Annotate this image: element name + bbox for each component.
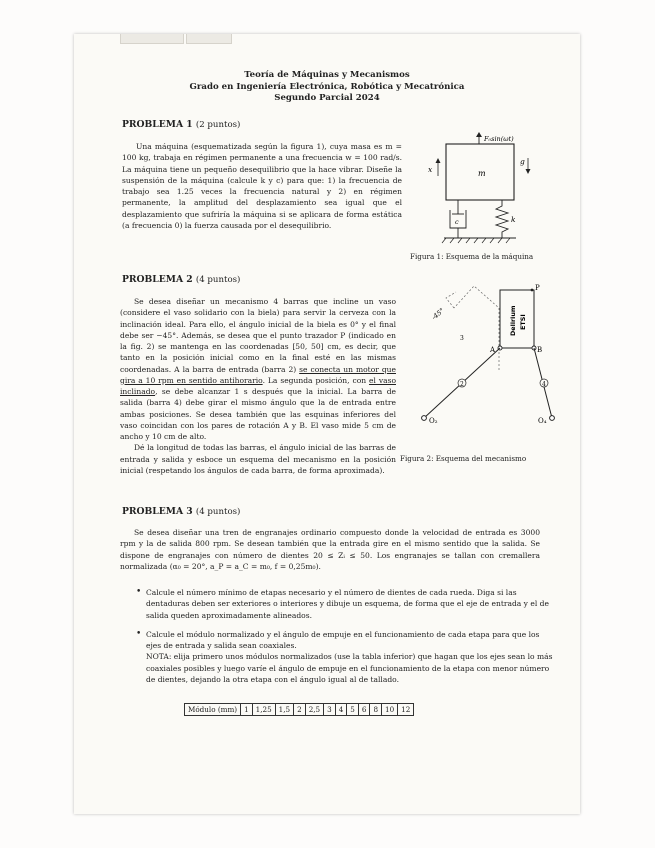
glass-brand-line1: Delirium [509, 305, 517, 336]
problem3-note: NOTA: elija primero unos módulos normalizados (use la tabla inferior) que hagan que los ejes sean lo más coaxiales posibles y luego varíe el ángulo de empuje en el funcionamiento de la etapa con menor número de dientes, dejando la otra etapa con el ángulo igual al de tallado. [146, 652, 553, 684]
x-label: x [428, 165, 433, 174]
course-title: Teoría de Máquinas y Mecanismos [244, 70, 410, 80]
problem2-paragraph2: Dé la longitud de todas las barras, el ángulo inicial de las barras de entrada y salida y esboce un esquema del mecanismo en la posición inicial (respetando los ángulos de cada barra, de forma aproximada). [120, 443, 396, 475]
module-cell: 1 [241, 704, 253, 716]
x-arrowhead [436, 158, 441, 163]
pivot-O2 [422, 416, 427, 421]
g-arrowhead [526, 169, 531, 174]
exam-page [74, 34, 580, 814]
problem3-heading [122, 506, 240, 517]
problem3-bullets [134, 587, 556, 693]
problem1-points: (2 puntos) [195, 120, 241, 130]
figure1-caption: Figura 1: Esquema de la máquina [410, 252, 534, 261]
problem2-title: PROBLEMA 2 [122, 274, 193, 285]
problem2-text-part-c: , se debe alcanzar 1 s después que la inicial. La barra de salida (barra 4) debe girar el mismo ángulo que la de entrada entre ambas posiciones. Se desea también que las esquinas inferiores del vaso coincidan con los pares de rotación A y B. El vaso mide 5 cm de ancho y 10 cm de alto. [120, 387, 396, 441]
spring [496, 200, 508, 238]
figure2-caption: Figura 2: Esquema del mecanismo [400, 454, 527, 463]
module-table-header: Módulo (mm) [185, 704, 241, 716]
problem2-heading [122, 274, 240, 285]
problem3-text [120, 527, 540, 572]
figure1-machine-diagram [410, 132, 570, 256]
point-P [531, 289, 534, 292]
bar-2-label: 2 [460, 381, 464, 388]
glass-brand-line2: ETSI [519, 314, 527, 330]
glass-link3 [500, 290, 534, 348]
problem3-bullet2-text: Calcule el módulo normalizado y el ángulo de empuje en el funcionamiento de cada etapa para que los ejes de entrada y salida sean coaxiales. [146, 629, 540, 650]
g-label: g [520, 157, 525, 166]
exam-title: Segundo Parcial 2024 [274, 93, 380, 103]
page-tab-left [120, 34, 184, 44]
module-cell: 2 [294, 704, 306, 716]
module-cell: 6 [358, 704, 370, 716]
problem2-text-part-b: . La segunda posición, con [262, 375, 370, 385]
figure2-mechanism-diagram [404, 280, 574, 450]
module-cell: 5 [347, 704, 359, 716]
joint-A-label: A [490, 346, 496, 354]
problem1-title: PROBLEMA 1 [122, 119, 193, 130]
module-cell: 12 [398, 704, 414, 716]
problem1-text [122, 141, 402, 231]
mass-label: m [478, 169, 486, 178]
module-table-row [185, 704, 414, 716]
page-tab-right [186, 34, 232, 44]
problem1-paragraph: Una máquina (esquematizada según la figura 1), cuya masa es m = 100 kg, trabaja en régimen permanente a una frecuencia w = 100 rad/s. La máquina tiene un pequeño desequilibrio que la hace vibrar. Diseñe la suspensión de la máquina (calcule k y c) para que: 1) la frecuencia de trabajo sea 1.25 veces la frecuencia natural y 2) en régimen permanente, la amplitud del desplazamiento sea igual que el desplazamiento que sufriría la máquina si se aplicara de forma estática (a frecuencia 0) la fuerza causada por el desequilibrio. [122, 142, 402, 230]
module-cell: 3 [324, 704, 336, 716]
bar-4-label: 4 [542, 381, 546, 388]
module-cell: 1,25 [252, 704, 275, 716]
link3-label: 3 [460, 335, 464, 342]
module-cell: 4 [335, 704, 347, 716]
module-cell: 8 [370, 704, 382, 716]
problem2-text-underline-motor: se conecta un motor que gira a 10 rpm en sentido antihorario [120, 364, 396, 385]
module-cell: 10 [382, 704, 398, 716]
problem2-text-part-a: Se desea diseñar un mecanismo 4 barras que incline un vaso (considere el vaso solidario con la biela) para servir la cerveza con la inclinación ideal. Para ello, el ángulo inicial de la biela es 0° y el final debe ser −45°. Además, se desea que el punto trazador P (indicado en la fig. 2) se mantenga en las coordenadas [50, 50] cm, es decir, que tanto en la posición inicial como en la final esté en las mismas coordenadas. A la barra de entrada (barra 2) [120, 297, 396, 374]
problem3-title: PROBLEMA 3 [122, 506, 193, 517]
tilted-glass-corner [446, 292, 456, 308]
problem2-text-underline-vaso: el vaso inclinado [120, 375, 396, 396]
c-label: c [455, 218, 459, 226]
pivot-O4 [550, 416, 555, 421]
pivot-O4-label: O₄ [538, 417, 547, 425]
module-cell: 1,5 [275, 704, 293, 716]
problem3-points: (4 puntos) [195, 507, 241, 517]
tilted-glass-outline [454, 286, 499, 370]
pivot-O2-label: O₂ [429, 417, 438, 425]
problem3-bullet1: • Calcule el número mínimo de etapas necesario y el número de dientes de cada rueda. Diga si las dentaduras deben ser exteriores o interiores y dibuje un esquema, de forma que el eje de entrada y el de salida queden aproximadamente alineados. [146, 587, 556, 621]
force-label: F₀sin(ωt) [484, 135, 514, 143]
problem3-bullet2 [146, 629, 556, 685]
ground-hatching [442, 238, 510, 243]
angle-label: -45° [430, 306, 446, 322]
joint-B-label: B [537, 346, 543, 354]
module-table [184, 703, 414, 716]
spacer [547, 310, 549, 312]
problem1-heading [122, 119, 240, 130]
problem2-paragraph1 [120, 296, 396, 442]
problem2-points: (4 puntos) [195, 275, 241, 285]
force-arrowhead [476, 132, 482, 137]
problem2-text [120, 296, 396, 476]
degree-title: Grado en Ingeniería Electrónica, Robótica y Mecatrónica [189, 81, 465, 92]
point-P-label: P [535, 284, 540, 292]
k-label: k [511, 215, 516, 224]
module-cell: 2,5 [305, 704, 323, 716]
problem3-intro: Se desea diseñar una tren de engranajes ordinario compuesto donde la velocidad de entrada es 3000 rpm y la de salida 800 rpm. Se desean también que la entrada gire en el mismo sentido que la salida. Se dispone de engranajes con número de dientes 20 ≤ Zᵢ ≤ 50. Los engranajes se tallan con cremallera normalizada (α₀ = 20°, a_P = a_C = m₀, f = 0,25m₀). [120, 528, 540, 571]
